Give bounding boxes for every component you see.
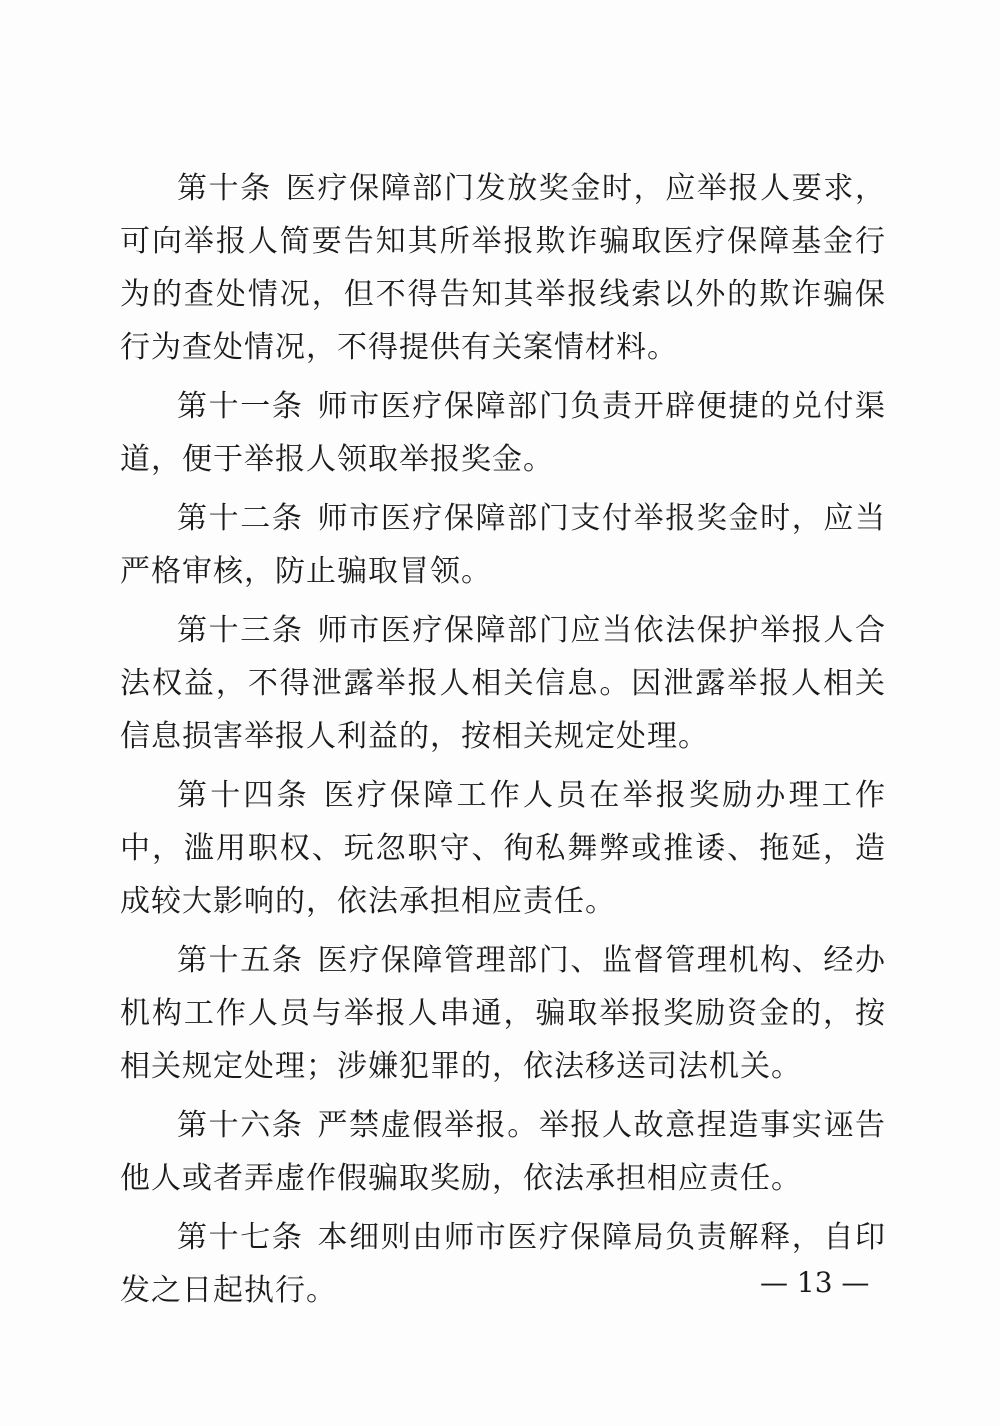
article-text: 医疗保障部门发放奖金时，应举报人要求，可向举报人简要告知其所举报欺诈骗取医疗保障基金行为的查处情况，但不得告知其举报线索以外的欺诈骗保行为查处情况，不得提供有关案情材料。 [120, 171, 887, 365]
article-text: 师市医疗保障部门负责开辟便捷的兑付渠道，便于举报人领取举报奖金。 [120, 389, 887, 477]
article-text: 医疗保障管理部门、监督管理机构、经办机构工作人员与举报人串通，骗取举报奖励资金的，按相关规定处理；涉嫌犯罪的，依法移送司法机关。 [120, 943, 887, 1084]
article-16 [120, 1099, 886, 1205]
article-heading: 第十五条 [177, 943, 304, 978]
article-heading: 第十四条 [177, 778, 310, 813]
article-text: 师市医疗保障部门支付举报奖金时，应当严格审核，防止骗取冒领。 [120, 501, 887, 589]
article-heading: 第十条 [177, 171, 272, 206]
article-heading: 第十七条 [177, 1220, 304, 1255]
article-heading: 第十一条 [177, 389, 304, 424]
article-15 [120, 934, 886, 1093]
article-14 [120, 769, 886, 928]
article-text: 医疗保障工作人员在举报奖励办理工作中，滥用职权、玩忽职守、徇私舞弊或推诿、拖延，造成较大影响的，依法承担相应责任。 [120, 778, 887, 919]
article-13 [120, 604, 886, 763]
page-number: — 13 — [760, 1266, 870, 1299]
article-12 [120, 492, 886, 598]
article-10 [120, 162, 886, 374]
article-text: 本细则由师市医疗保障局负责解释，自印发之日起执行。 [120, 1220, 887, 1308]
document-body [120, 162, 886, 1323]
article-text: 师市医疗保障部门应当依法保护举报人合法权益，不得泄露举报人相关信息。因泄露举报人相关信息损害举报人利益的，按相关规定处理。 [120, 613, 887, 754]
article-11 [120, 380, 886, 486]
article-heading: 第十二条 [177, 501, 304, 536]
article-heading: 第十六条 [177, 1108, 304, 1143]
article-heading: 第十三条 [177, 613, 304, 648]
article-17 [120, 1211, 886, 1317]
article-text: 严禁虚假举报。举报人故意捏造事实诬告他人或者弄虚作假骗取奖励，依法承担相应责任。 [120, 1108, 887, 1196]
